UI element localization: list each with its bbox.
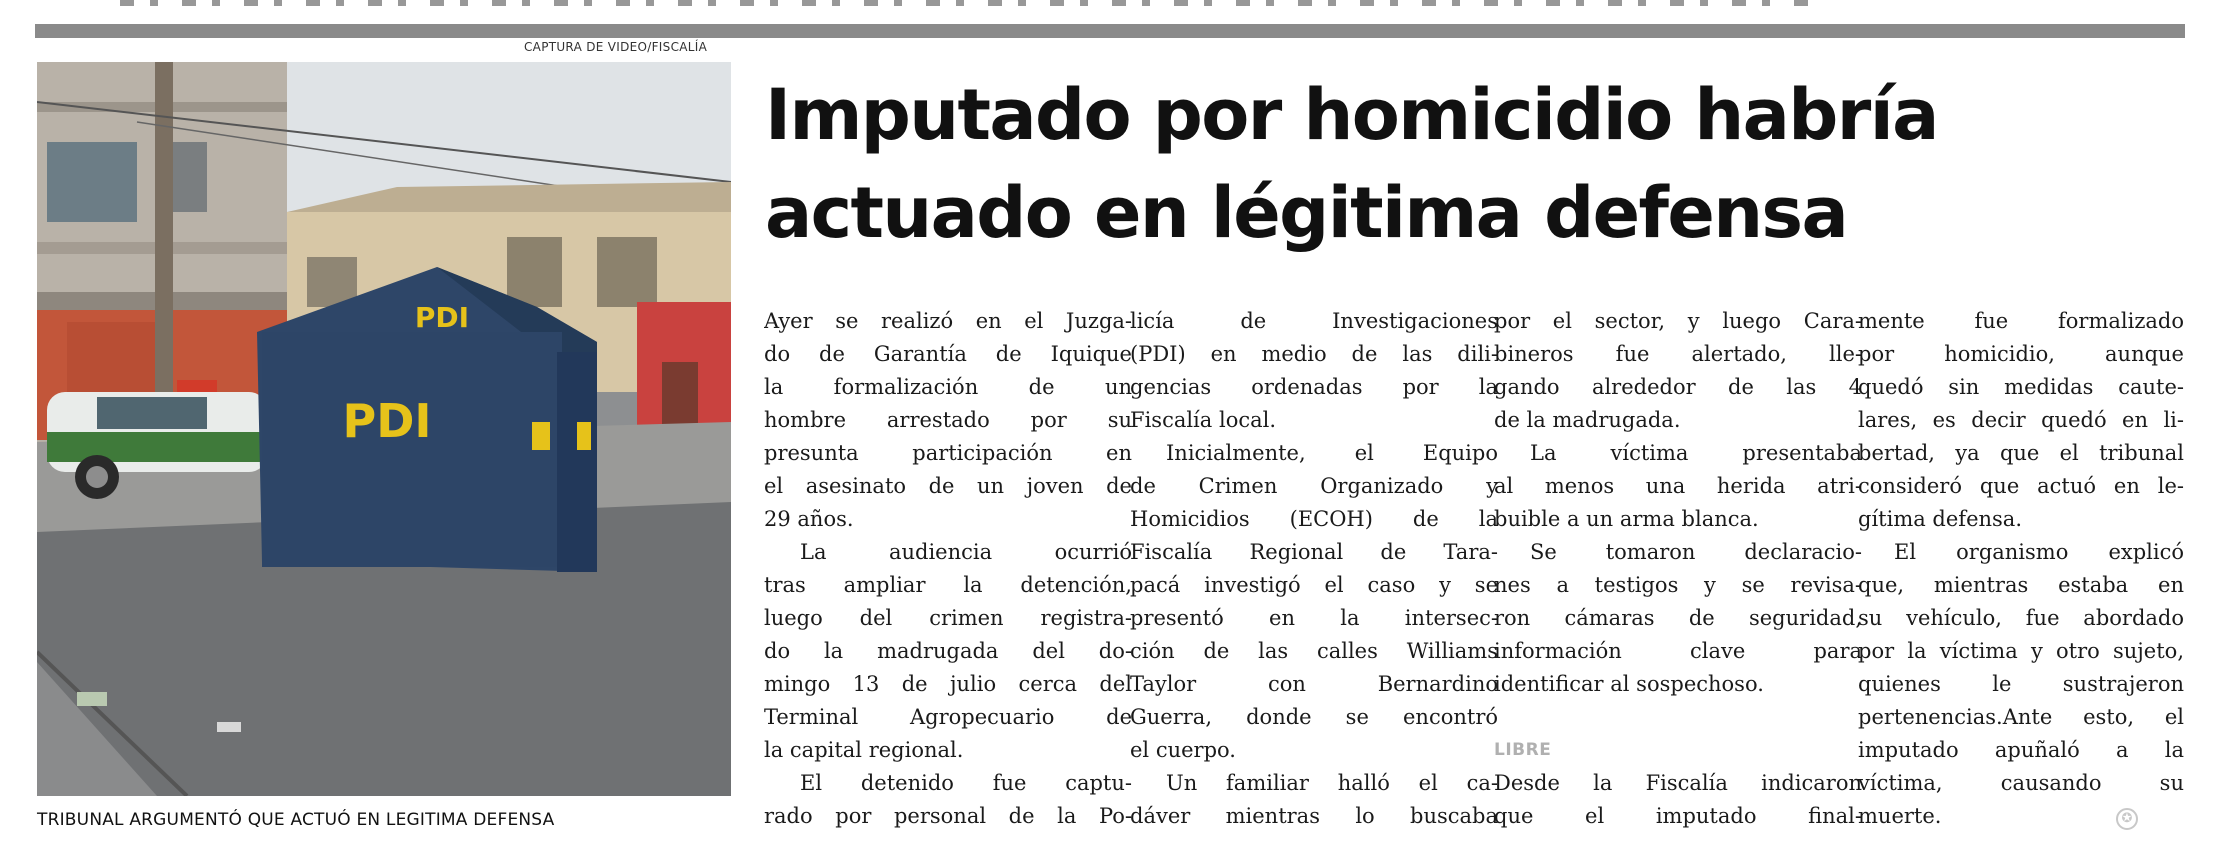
text-line: gítima defensa. [1858,507,2022,531]
article-column-1 [764,305,1132,833]
text-line: Fiscalía Regional de Tara- [1130,540,1498,564]
text-line: Taylor con Bernardino [1130,672,1498,696]
text-line: presunta participación en [764,441,1132,465]
text-line: el asesinato de un joven de [764,474,1132,498]
text-line: La audiencia ocurrió [800,540,1132,564]
text-line: mente fue formalizado [1858,309,2184,333]
headline [765,66,2185,262]
text-line: do de Garantía de Iquique [764,342,1132,366]
text-line: bertad, ya que el tribunal [1858,441,2184,465]
text-line: quedó sin medidas caute- [1858,375,2184,399]
text-line: (PDI) en medio de las dili- [1130,342,1498,366]
text-line: identificar al sospechoso. [1494,672,1764,696]
text-line: ron cámaras de seguridad, [1494,606,1862,630]
article-column-2 [1130,305,1498,833]
text-line: imputado apuñaló a la [1858,738,2184,762]
text-line: por el sector, y luego Cara- [1494,309,1862,333]
photo-caption: TRIBUNAL ARGUMENTÓ QUE ACTUÓ EN LEGITIMA DEFENSA [37,810,555,830]
photo-credit: CAPTURA DE VIDEO/FISCALÍA [524,40,708,54]
text-line: al menos una herida atri- [1494,474,1862,498]
text-line: que, mientras estaba en [1858,573,2184,597]
article-column-3 [1494,305,1862,833]
text-line: tras ampliar la detención, [764,573,1132,597]
text-line: víctima, causando su [1858,771,2184,795]
text-line: rado por personal de la Po- [764,804,1132,828]
text-line: por homicidio, aunque [1858,342,2184,366]
text-line: de Crimen Organizado y [1130,474,1498,498]
text-line: luego del crimen registra- [764,606,1132,630]
previous-article-fragment [0,0,2228,16]
text-line: Desde la Fiscalía indicaron [1494,771,1862,795]
text-line: ción de las calles Williams [1130,639,1498,663]
headline-line-2: actuado en légitima defensa [765,172,1848,254]
text-line: la formalización de un [764,375,1132,399]
text-line: mingo 13 de julio cerca del [764,672,1132,696]
tent-label-top: PDI [414,301,470,334]
text-line: Ayer se realizó en el Juzga- [764,309,1132,333]
blank-line [1494,701,1862,734]
end-of-article-icon: ✪ [2116,808,2138,830]
tent-label-front: PDI [342,394,432,448]
text-line: licía de Investigaciones [1130,309,1498,333]
text-line: El organismo explicó [1894,540,2184,564]
text-line: dáver mientras lo buscaba [1130,804,1498,828]
text-line: que el imputado final- [1494,804,1862,828]
text-line: Fiscalía local. [1130,408,1277,432]
text-line: Terminal Agropecuario de [764,705,1132,729]
news-photo [37,62,731,796]
text-line: Inicialmente, el Equipo [1166,441,1498,465]
text-line: nes a testigos y se revisa- [1494,573,1862,597]
text-line: información clave para [1494,639,1862,663]
text-line: Homicidios (ECOH) de la [1130,507,1498,531]
text-line: quienes le sustrajeron [1858,672,2184,696]
text-line: pertenencias.Ante esto, el [1858,705,2184,729]
text-line: buible a un arma blanca. [1494,507,1759,531]
text-line: bineros fue alertado, lle- [1494,342,1862,366]
subhead-libre: LIBRE [1494,740,1552,760]
text-line: Un familiar halló el ca- [1166,771,1498,795]
text-line: El detenido fue captu- [800,771,1132,795]
text-line: 29 años. [764,507,854,531]
headline-line-1: Imputado por homicidio habría [765,74,1938,156]
article-column-4 [1858,305,2184,833]
text-line: muerte. [1858,804,1942,828]
text-line: por la víctima y otro sujeto, [1858,639,2184,663]
text-line: presentó en la intersec- [1130,606,1498,630]
text-line: La víctima presentaba [1530,441,1862,465]
text-line: hombre arrestado por su [764,408,1132,432]
text-line: su vehículo, fue abordado [1858,606,2184,630]
section-rule [35,24,2185,38]
text-line: gando alrededor de las 4 [1494,375,1862,399]
text-line: do la madrugada del do- [764,639,1132,663]
text-line: gencias ordenadas por la [1130,375,1498,399]
text-line: lares, es decir quedó en li- [1858,408,2184,432]
text-line: Guerra, donde se encontró [1130,705,1498,729]
text-line: el cuerpo. [1130,738,1236,762]
text-line: Se tomaron declaracio- [1530,540,1862,564]
text-line: consideró que actuó en le- [1858,474,2184,498]
text-line: pacá investigó el caso y se [1130,573,1498,597]
text-line: la capital regional. [764,738,964,762]
text-line: de la madrugada. [1494,408,1681,432]
